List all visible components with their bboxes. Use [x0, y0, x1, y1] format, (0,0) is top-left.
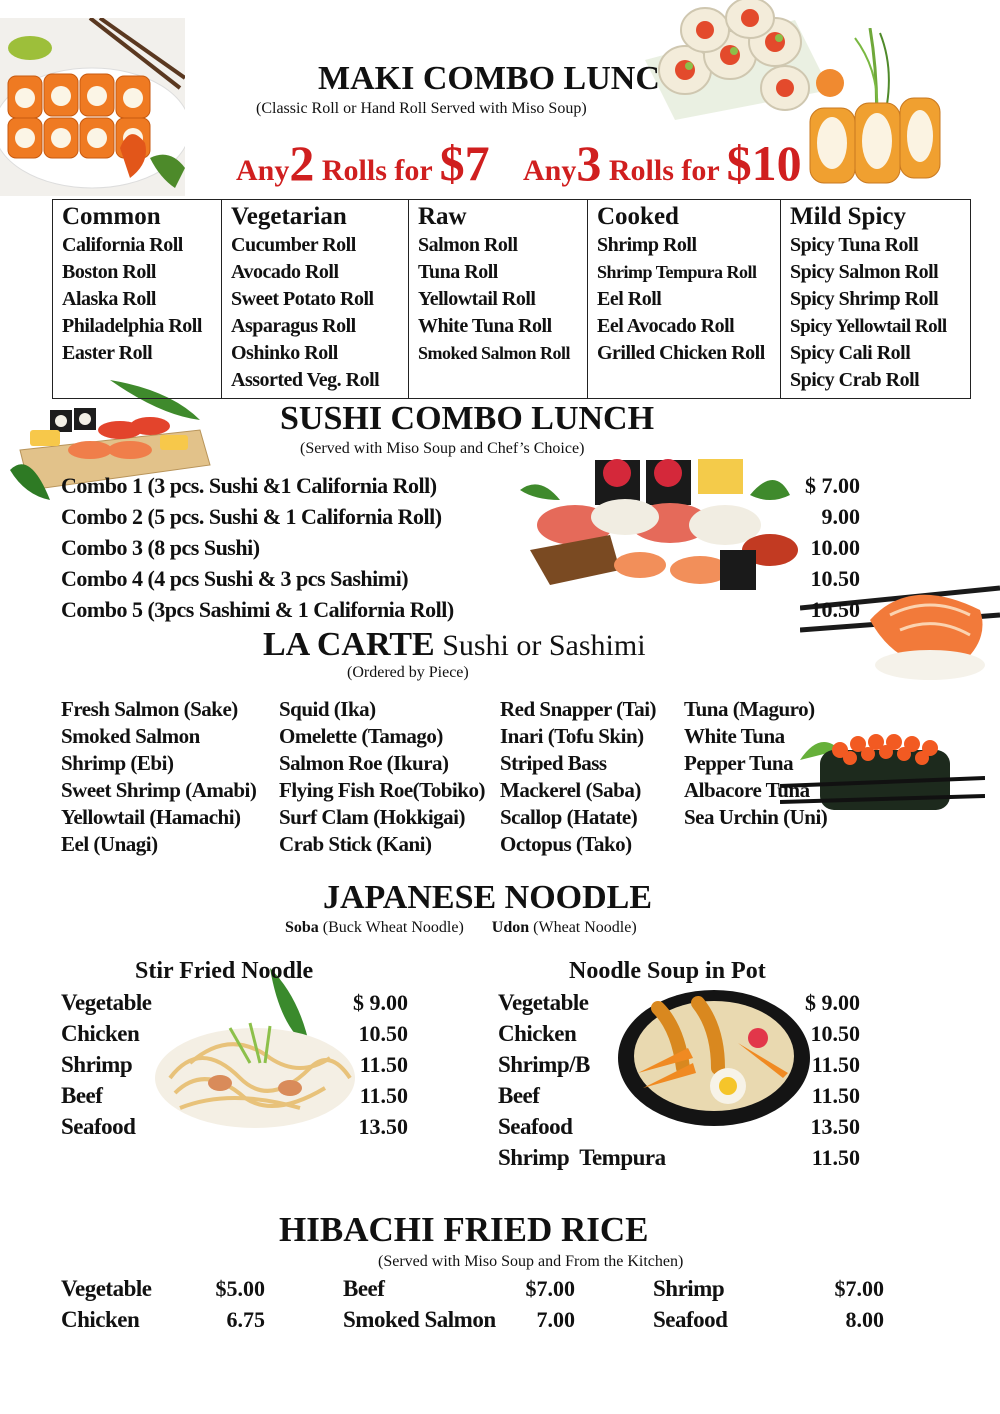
lacarte-column-4: [684, 696, 827, 831]
maki-rolls-image: [0, 18, 185, 196]
stir-fried-item: Beef: [61, 1083, 103, 1108]
deal-2-prefix: Any: [236, 154, 290, 187]
noodle-soup-item: Shrimp Tempura: [498, 1145, 666, 1170]
lacarte-item: Sweet Shrimp (Amabi): [61, 778, 257, 802]
lacarte-item: Mackerel (Saba): [500, 778, 641, 802]
lacarte-item: Surf Clam (Hokkigai): [279, 805, 466, 829]
stir-fried-item: Shrimp: [61, 1052, 133, 1077]
maki-roll-item: Eel Roll: [597, 288, 662, 310]
maki-column-header: Raw: [418, 203, 467, 230]
maki-roll-item: Asparagus Roll: [231, 315, 356, 337]
lacarte-item: Shrimp (Ebi): [61, 751, 174, 775]
lacarte-column-3: [500, 696, 656, 858]
maki-roll-item: Boston Roll: [62, 261, 156, 283]
lacarte-item: Smoked Salmon: [61, 724, 200, 748]
maki-roll-item: Grilled Chicken Roll: [597, 342, 765, 364]
maki-column-header: Vegetarian: [231, 203, 347, 230]
soba-label: Soba: [285, 919, 319, 936]
lacarte-title-rest: Sushi or Sashimi: [434, 629, 646, 662]
lacarte-item: Omelette (Tamago): [279, 724, 443, 748]
deal-3-prefix: Any: [523, 154, 577, 187]
maki-roll-table: [52, 199, 971, 399]
lacarte-item: Flying Fish Roe(Tobiko): [279, 778, 485, 802]
maki-column-cooked: [588, 200, 781, 399]
stir-fried-price: 11.50: [359, 1083, 408, 1108]
sushi-combo-name: Combo 2 (5 pcs. Sushi & 1 California Roll): [61, 504, 442, 529]
lacarte-column-1: [61, 696, 256, 858]
deal-3-mid: Rolls for: [601, 154, 727, 187]
sushi-combo-price: 9.00: [821, 504, 860, 529]
hibachi-item: Smoked Salmon: [343, 1307, 496, 1332]
maki-roll-item: Spicy Crab Roll: [790, 369, 920, 391]
lacarte-item: White Tuna: [684, 724, 785, 748]
noodle-soup-item: Vegetable: [498, 990, 589, 1015]
stir-fried-price: $ 9.00: [353, 990, 408, 1015]
noodle-title: JAPANESE NOODLE: [323, 879, 653, 916]
lacarte-title-bold: LA CARTE: [263, 626, 435, 663]
maki-roll-item: Spicy Yellowtail Roll: [790, 316, 947, 337]
maki-roll-item: Philadelphia Roll: [62, 315, 202, 337]
sushi-combo-name: Combo 3 (8 pcs Sushi): [61, 535, 260, 560]
stir-fried-price: 13.50: [358, 1114, 408, 1139]
maki-title: MAKI COMBO LUNC: [318, 60, 660, 97]
noodle-soup-item: Shrimp/B: [498, 1052, 590, 1077]
lacarte-item: Yellowtail (Hamachi): [61, 805, 241, 829]
noodle-soup-item: Beef: [498, 1083, 540, 1108]
maki-roll-item: Salmon Roll: [418, 234, 518, 256]
noodle-soup-title: Noodle Soup in Pot: [569, 958, 766, 984]
maki-roll-item: Assorted Veg. Roll: [231, 369, 380, 391]
noodle-soup-item: Chicken: [498, 1021, 577, 1046]
deal-2-mid: Rolls for: [314, 154, 440, 187]
sushi-combo-price: 10.50: [810, 597, 860, 622]
maki-roll-item: Smoked Salmon Roll: [418, 343, 571, 363]
noodle-soup-item: Seafood: [498, 1114, 573, 1139]
sushi-combo-price: 10.50: [810, 566, 860, 591]
sushi-combo-price: $ 7.00: [805, 473, 860, 498]
hibachi-subtitle: (Served with Miso Soup and From the Kitchen): [378, 1253, 684, 1270]
stir-fried-title: Stir Fried Noodle: [135, 958, 314, 984]
maki-roll-item: Oshinko Roll: [231, 342, 338, 364]
maki-roll-item: Cucumber Roll: [231, 234, 356, 256]
maki-roll-item: Spicy Salmon Roll: [790, 261, 939, 283]
maki-roll-item: Avocado Roll: [231, 261, 339, 283]
lacarte-item: Salmon Roe (Ikura): [279, 751, 449, 775]
maki-roll-item: Shrimp Tempura Roll: [597, 262, 757, 282]
lacarte-item: Pepper Tuna: [684, 751, 794, 775]
hibachi-item: Beef: [343, 1276, 385, 1301]
hibachi-price: $7.00: [525, 1276, 575, 1301]
maki-roll-item: Sweet Potato Roll: [231, 288, 374, 310]
hibachi-item: Vegetable: [61, 1276, 152, 1301]
hibachi-price: 6.75: [226, 1307, 265, 1332]
maki-column-header: Mild Spicy: [790, 203, 906, 230]
lacarte-title: [263, 626, 646, 664]
maki-column-vegetarian: [222, 200, 409, 399]
maki-roll-item: Shrimp Roll: [597, 234, 697, 256]
lacarte-column-2: [279, 696, 485, 858]
maki-roll-item: Yellowtail Roll: [418, 288, 536, 310]
stir-fried-item: Vegetable: [61, 990, 152, 1015]
maki-column-raw: [409, 200, 588, 399]
maki-roll-item: Tuna Roll: [418, 261, 498, 283]
lacarte-item: Inari (Tofu Skin): [500, 724, 644, 748]
lacarte-item: Tuna (Maguro): [684, 697, 815, 721]
stir-fried-price: 10.50: [358, 1021, 408, 1046]
stir-fried-item: Chicken: [61, 1021, 140, 1046]
noodle-types: [285, 919, 637, 937]
lacarte-item: Octopus (Tako): [500, 832, 632, 856]
deal-3-rolls: [523, 134, 802, 192]
deal-3-count: 3: [576, 135, 602, 191]
deal-2-price: $7: [439, 135, 490, 191]
maki-roll-item: Easter Roll: [62, 342, 153, 364]
lacarte-item: Eel (Unagi): [61, 832, 158, 856]
maki-roll-item: Alaska Roll: [62, 288, 156, 310]
maki-column-common: [53, 200, 222, 399]
soba-desc: (Buck Wheat Noodle): [318, 919, 464, 936]
lacarte-subtitle: (Ordered by Piece): [347, 664, 469, 681]
noodle-soup-price: $ 9.00: [805, 990, 860, 1015]
maki-column-mild-spicy: [781, 200, 971, 399]
udon-desc: (Wheat Noodle): [529, 919, 637, 936]
noodle-soup-price: 13.50: [810, 1114, 860, 1139]
sushi-combo-name: Combo 4 (4 pcs Sushi & 3 pcs Sashimi): [61, 566, 409, 591]
sushi-subtitle: (Served with Miso Soup and Chef’s Choice): [300, 440, 585, 457]
deal-2-count: 2: [289, 135, 315, 191]
hibachi-price: $7.00: [834, 1276, 884, 1301]
stir-fried-price: 11.50: [359, 1052, 408, 1077]
lacarte-item: Red Snapper (Tai): [500, 697, 657, 721]
noodle-soup-price: 10.50: [810, 1021, 860, 1046]
noodle-soup-price: 11.50: [811, 1145, 860, 1170]
tempura-roll-image: [800, 28, 975, 198]
stir-fried-item: Seafood: [61, 1114, 136, 1139]
noodle-soup-price: 11.50: [811, 1083, 860, 1108]
maki-roll-item: Eel Avocado Roll: [597, 315, 735, 337]
lacarte-item: Albacore Tuna: [684, 778, 810, 802]
sushi-combo-price: 10.00: [810, 535, 860, 560]
deal-3-price: $10: [726, 135, 802, 191]
lacarte-item: Fresh Salmon (Sake): [61, 697, 238, 721]
lacarte-item: Scallop (Hatate): [500, 805, 638, 829]
maki-roll-item: Spicy Cali Roll: [790, 342, 911, 364]
maki-subtitle: (Classic Roll or Hand Roll Served with Miso Soup): [256, 100, 587, 117]
maki-column-header: Common: [62, 203, 161, 230]
hibachi-price: 8.00: [845, 1307, 884, 1332]
lacarte-item: Crab Stick (Kani): [279, 832, 432, 856]
hibachi-price: $5.00: [215, 1276, 265, 1301]
hibachi-item: Seafood: [653, 1307, 728, 1332]
noodle-soup-price: 11.50: [811, 1052, 860, 1077]
hibachi-item: Shrimp: [653, 1276, 725, 1301]
sushi-combo-name: Combo 1 (3 pcs. Sushi &1 California Roll): [61, 473, 437, 498]
sushi-combo-name: Combo 5 (3pcs Sashimi & 1 California Roll): [61, 597, 454, 622]
maki-roll-item: White Tuna Roll: [418, 315, 552, 337]
maki-roll-item: Spicy Shrimp Roll: [790, 288, 939, 310]
sushi-title: SUSHI COMBO LUNCH: [280, 400, 655, 437]
maki-roll-item: Spicy Tuna Roll: [790, 234, 919, 256]
maki-roll-item: California Roll: [62, 234, 183, 256]
lacarte-item: Sea Urchin (Uni): [684, 805, 828, 829]
hibachi-title: HIBACHI FRIED RICE: [279, 1210, 649, 1249]
lacarte-item: Squid (Ika): [279, 697, 376, 721]
udon-label: Udon: [491, 919, 530, 936]
maki-column-header: Cooked: [597, 203, 679, 230]
lacarte-item: Striped Bass: [500, 751, 607, 775]
hibachi-price: 7.00: [536, 1307, 575, 1332]
deal-2-rolls: [236, 134, 490, 192]
hibachi-item: Chicken: [61, 1307, 140, 1332]
